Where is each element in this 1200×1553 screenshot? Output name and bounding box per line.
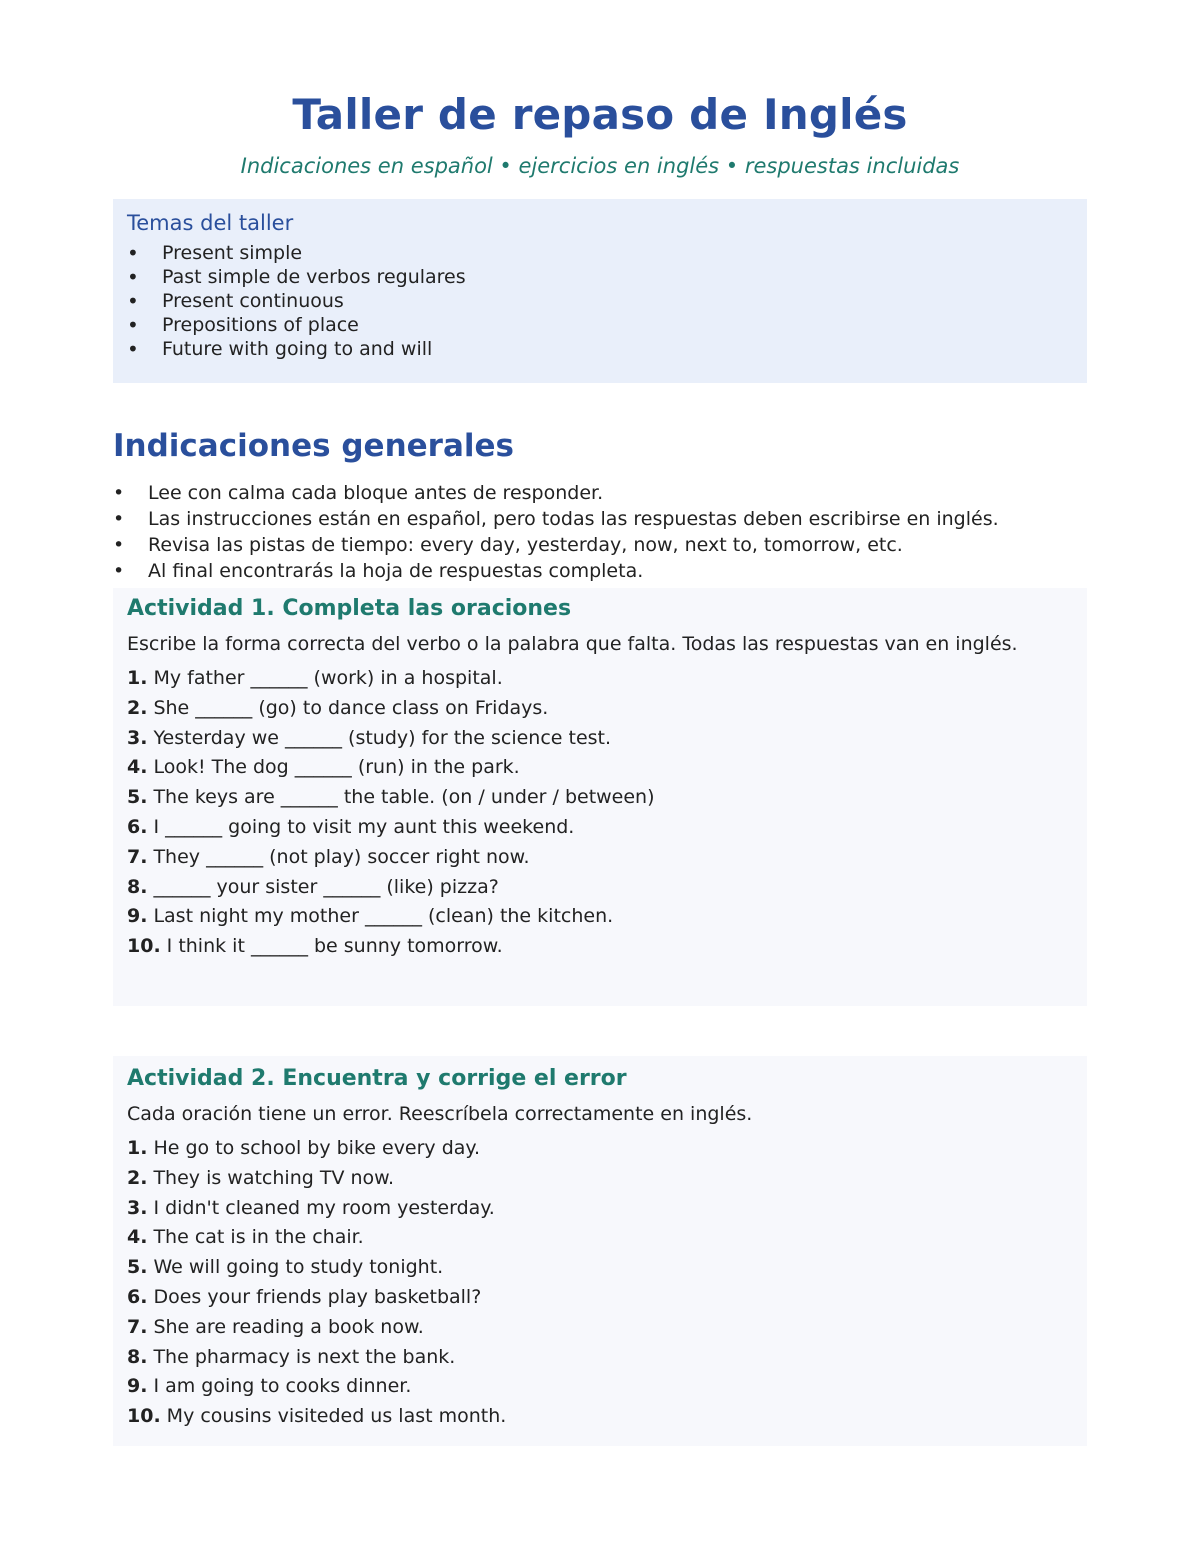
- activity-2-section: [113, 1056, 1087, 1446]
- exercise-text: They ______ (not play) soccer right now.: [153, 845, 530, 868]
- exercise-text: He go to school by bike every day.: [153, 1137, 480, 1159]
- exercise-number: 10.: [127, 935, 161, 958]
- exercise-item: [127, 1134, 1073, 1164]
- exercise-text: I am going to cooks dinner.: [153, 1375, 412, 1398]
- topic-item: • Present simple: [127, 241, 1073, 265]
- exercise-item: [127, 1253, 1073, 1283]
- page-title: Taller de repaso de Inglés: [292, 90, 908, 139]
- exercise-number: 1.: [127, 1137, 148, 1159]
- exercise-text: I think it ______ be sunny tomorrow.: [166, 935, 503, 958]
- exercise-number: 2.: [127, 1166, 148, 1189]
- exercise-item: [127, 724, 1073, 754]
- exercise-number: 8.: [127, 875, 148, 898]
- activity-2-title: Actividad 2. Encuentra y corrige el error: [127, 1066, 627, 1091]
- exercise-item: [127, 1164, 1073, 1194]
- exercise-text: The keys are ______ the table. (on / under / between): [153, 786, 655, 809]
- exercise-text: They is watching TV now.: [153, 1166, 394, 1189]
- exercise-number: 7.: [127, 845, 148, 868]
- topic-item: • Prepositions of place: [127, 313, 1073, 337]
- exercise-item: [127, 843, 1073, 873]
- exercise-text: Look! The dog ______ (run) in the park.: [153, 756, 520, 779]
- exercise-text: Does your friends play basketball?: [153, 1285, 482, 1308]
- exercise-number: 3.: [127, 1196, 148, 1219]
- exercise-item: [127, 873, 1073, 903]
- activity-2-instructions: Cada oración tiene un error. Reescríbela correctamente en inglés.: [127, 1103, 753, 1125]
- exercise-text: She are reading a book now.: [153, 1315, 424, 1338]
- exercise-item: [127, 1343, 1073, 1373]
- activity-1-section: [113, 588, 1087, 1006]
- exercise-number: 6.: [127, 1285, 148, 1308]
- exercise-text: My cousins visiteded us last month.: [166, 1405, 507, 1428]
- general-instruction-item: • Al final encontrarás la hoja de respuestas completa.: [113, 558, 1087, 584]
- exercise-number: 6.: [127, 815, 148, 838]
- activity-2-list: [127, 1134, 1073, 1432]
- exercise-text: Yesterday we ______ (study) for the science test.: [153, 726, 612, 749]
- topics-box: [113, 199, 1087, 383]
- general-instruction-item: • Las instrucciones están en español, pero todas las respuestas deben escribirse en inglés.: [113, 506, 1087, 532]
- exercise-number: 5.: [127, 786, 148, 809]
- exercise-number: 10.: [127, 1405, 161, 1428]
- exercise-text: ______ your sister ______ (like) pizza?: [153, 875, 499, 898]
- topic-item: • Past simple de verbos regulares: [127, 265, 1073, 289]
- exercise-text: Last night my mother ______ (clean) the kitchen.: [153, 905, 614, 928]
- exercise-number: 5.: [127, 1256, 148, 1279]
- activity-1-instructions: Escribe la forma correcta del verbo o la palabra que falta. Todas las respuestas van en inglés.: [127, 633, 1018, 655]
- exercise-item: [127, 813, 1073, 843]
- general-instructions-list: [113, 480, 1087, 584]
- exercise-item: [127, 902, 1073, 932]
- exercise-item: [127, 664, 1073, 694]
- exercise-item: [127, 1402, 1073, 1432]
- exercise-number: 3.: [127, 726, 148, 749]
- activity-1-list: [127, 664, 1073, 962]
- exercise-text: The pharmacy is next the bank.: [153, 1345, 456, 1368]
- exercise-text: I didn't cleaned my room yesterday.: [153, 1196, 495, 1219]
- exercise-number: 1.: [127, 667, 148, 689]
- topics-list: [127, 241, 1073, 361]
- exercise-item: [127, 1313, 1073, 1343]
- exercise-item: [127, 694, 1073, 724]
- exercise-text: She ______ (go) to dance class on Fridays.: [153, 696, 549, 719]
- general-instruction-item: • Lee con calma cada bloque antes de responder.: [113, 480, 1087, 506]
- exercise-text: The cat is in the chair.: [153, 1226, 364, 1249]
- exercise-item: [127, 753, 1073, 783]
- topic-item: • Future with going to and will: [127, 337, 1073, 361]
- page-subtitle: Indicaciones en español • ejercicios en inglés • respuestas incluidas: [240, 154, 960, 178]
- general-instructions-heading: Indicaciones generales: [113, 428, 514, 464]
- exercise-item: [127, 1372, 1073, 1402]
- exercise-item: [127, 783, 1073, 813]
- exercise-item: [127, 1223, 1073, 1253]
- exercise-number: 9.: [127, 1375, 148, 1398]
- exercise-text: I ______ going to visit my aunt this weekend.: [153, 815, 575, 838]
- exercise-item: [127, 1283, 1073, 1313]
- exercise-text: We will going to study tonight.: [153, 1256, 444, 1279]
- topic-item: • Present continuous: [127, 289, 1073, 313]
- exercise-number: 4.: [127, 1226, 148, 1249]
- exercise-number: 9.: [127, 905, 148, 928]
- general-instruction-item: • Revisa las pistas de tiempo: every day, yesterday, now, next to, tomorrow, etc.: [113, 532, 1087, 558]
- exercise-number: 7.: [127, 1315, 148, 1338]
- exercise-text: My father ______ (work) in a hospital.: [153, 667, 503, 689]
- exercise-item: [127, 932, 1073, 962]
- exercise-number: 8.: [127, 1345, 148, 1368]
- exercise-number: 4.: [127, 756, 148, 779]
- exercise-number: 2.: [127, 696, 148, 719]
- topics-title: Temas del taller: [127, 211, 294, 235]
- activity-1-title: Actividad 1. Completa las oraciones: [127, 596, 572, 621]
- exercise-item: [127, 1194, 1073, 1224]
